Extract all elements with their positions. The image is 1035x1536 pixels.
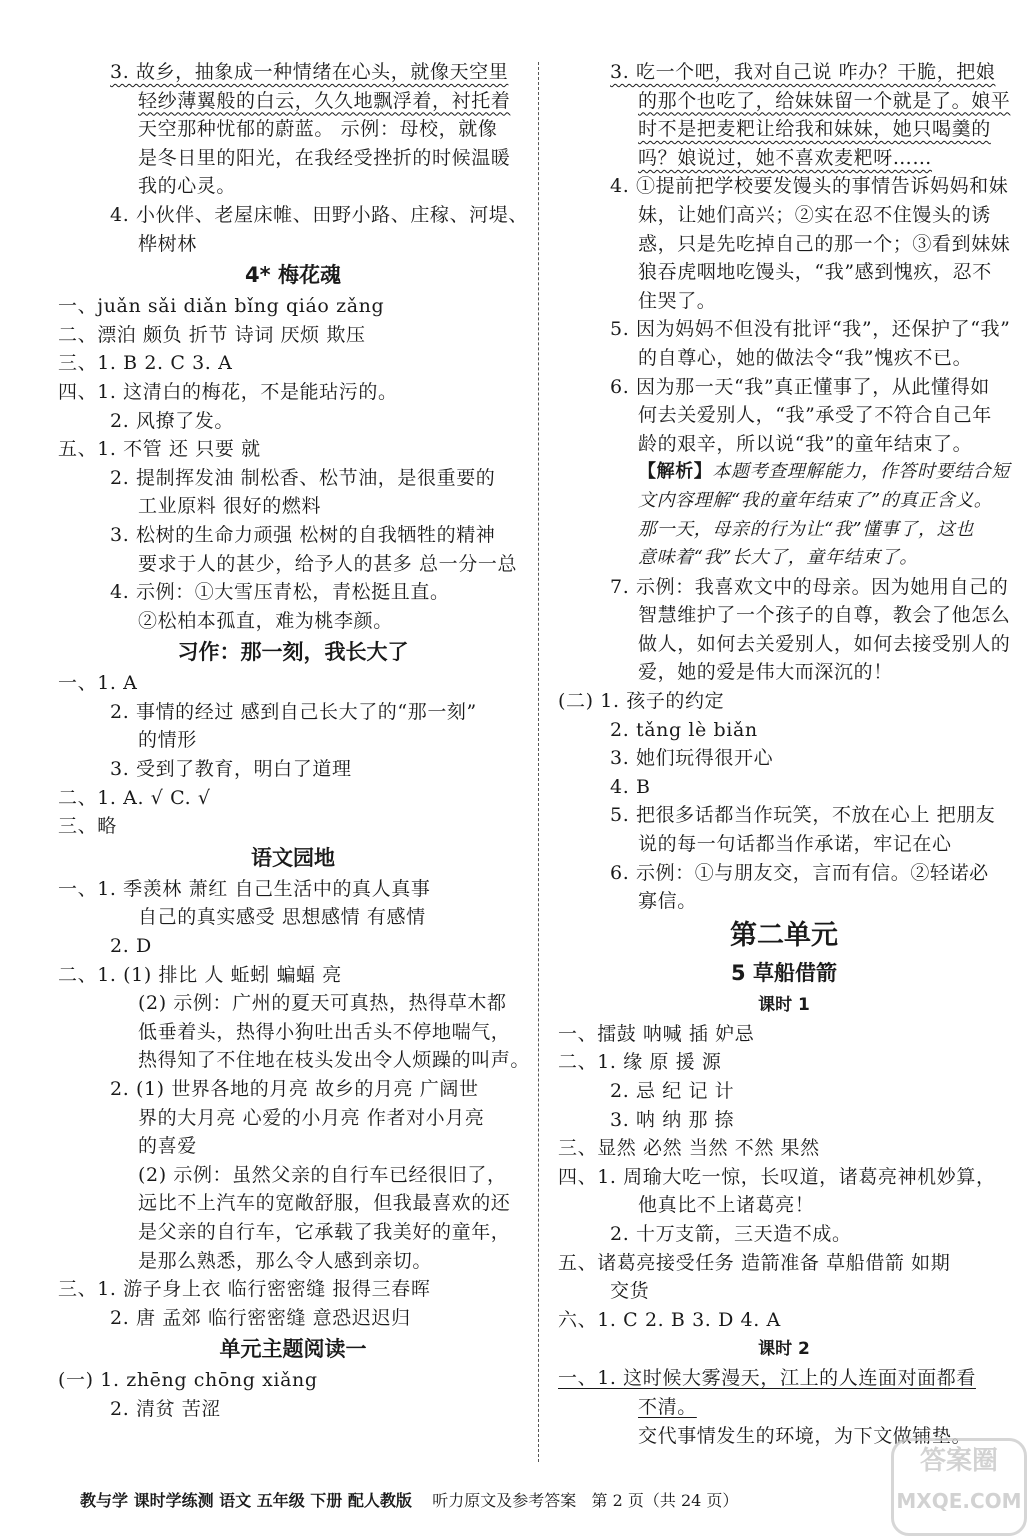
answer-line: 爱，她的爱是伟大而深沉的！ <box>638 661 893 684</box>
answer-line: 他真比不上诸葛亮！ <box>638 1194 815 1217</box>
answer-line: 二、1. A. √ C. √ <box>58 786 211 809</box>
answer-line: (2) 示例：虽然父亲的自行车已经很旧了， <box>138 1163 507 1186</box>
column-divider <box>538 62 539 1462</box>
footer-section: 听力原文及参考答案 <box>432 1491 577 1510</box>
answer-line: 2. 唐 孟郊 临行密密缝 意恐迟迟归 <box>110 1306 411 1329</box>
answer-line: 【解析】本题考查理解能力，作答时要结合短 <box>638 461 1011 483</box>
answer-line: 6. 示例：①与朋友交，言而有信。②轻诺必 <box>610 861 989 884</box>
section-heading: 课时 2 <box>758 1339 810 1360</box>
answer-line: 妹，让她们高兴；②实在忍不住馒头的诱 <box>638 203 991 226</box>
answer-line: 做人，如何去关爱别人，如何去接受别人的 <box>638 632 1011 655</box>
answer-line: 狼吞虎咽地吃馒头，“我”感到愧疚，忍不 <box>638 261 992 284</box>
answer-line: 何去关爱别人，“我”承受了不符合自己年 <box>638 404 992 427</box>
answer-line: 的情形 <box>138 729 197 752</box>
watermark-text: 答案圈 <box>919 1446 998 1476</box>
answer-line: 3. 故乡，抽象成一种情绪在心头，就像天空里 <box>110 61 509 83</box>
answer-line: (2) 示例：广州的夏天可真热，热得草木都 <box>138 992 507 1015</box>
answer-line: 2. (1) 世界各地的月亮 故乡的月亮 广阔世 <box>110 1078 479 1100</box>
answer-line: 2. D <box>110 935 152 958</box>
answer-line: 是父亲的自行车，它承载了我美好的童年， <box>138 1220 511 1243</box>
answer-line: 轻纱薄翼般的白云，久久地飘浮着，衬托着 <box>138 89 511 112</box>
answer-line: 四、1. 这清白的梅花，不是能玷污的。 <box>58 380 398 403</box>
answer-line: 2. 十万支箭，三天造不成。 <box>610 1222 852 1245</box>
answer-line: 一、1. 季羡林 萧红 自己生活中的真人真事 <box>58 877 431 900</box>
answer-line: ②松柏本孤直，难为桃李颜。 <box>138 609 393 632</box>
watermark-url: MXQE.COM <box>896 1489 1022 1513</box>
answer-line: 2. 事情的经过 感到自己长大了的“那一刻” <box>110 700 477 723</box>
section-heading: 语文园地 <box>251 845 335 870</box>
answer-line: 3. 受到了教育，明白了道理 <box>110 758 352 781</box>
answer-line: 五、1. 不管 还 只要 就 <box>58 438 261 461</box>
answer-line: 远比不上汽车的宽敞舒服，但我最喜欢的还 <box>138 1192 511 1215</box>
answer-line: 住哭了。 <box>638 289 717 312</box>
answer-line: 4. ①提前把学校要发馒头的事情告诉妈妈和妹 <box>610 175 1009 198</box>
answer-line: 交货 <box>610 1280 650 1303</box>
answer-line: 吗？娘说过，她不喜欢麦粑呀…… <box>638 146 933 169</box>
answer-line: 三、略 <box>58 815 117 838</box>
answer-line: 5. 因为妈妈不但没有批评“我”，还保护了“我” <box>610 318 1011 341</box>
answer-line: 低垂着头，热得小狗吐出舌头不停地喘气， <box>138 1020 511 1043</box>
section-heading: 4* 梅花魂 <box>245 263 341 288</box>
section-heading: 单元主题阅读一 <box>219 1337 367 1362</box>
answer-line: 四、1. 周瑜大吃一惊，长叹道，诸葛亮神机妙算， <box>558 1165 996 1188</box>
section-heading: 第二单元 <box>730 919 838 951</box>
answer-line: 4. B <box>610 775 651 798</box>
page-footer <box>80 1484 1020 1518</box>
section-heading: 5 草船借箭 <box>731 960 837 985</box>
answer-line: 交代事情发生的环境，为下文做铺垫。 <box>638 1424 972 1447</box>
answer-line: 2. 清贫 苦涩 <box>110 1397 222 1420</box>
answer-line: 惑，只是先吃掉自己的那一个；③看到妹妹 <box>638 232 1011 255</box>
answer-line: 界的大月亮 心爱的小月亮 作者对小月亮 <box>138 1106 485 1129</box>
answer-line: 工业原料 很好的燃料 <box>138 495 322 518</box>
answer-line: 时不是把麦粑让给我和妹妹，她只喝羹的 <box>638 118 991 141</box>
answer-line: 智慧维护了一个孩子的自尊，教会了他怎么 <box>638 604 1011 627</box>
answer-line: (一) 1. zhēng chōng xiǎng <box>58 1369 318 1392</box>
answer-line: 3. 呐 纳 那 捺 <box>610 1108 735 1131</box>
answer-line: 五、诸葛亮接受任务 造箭准备 草船借箭 如期 <box>558 1251 951 1274</box>
answer-line: 不清。 <box>638 1395 697 1418</box>
answer-line: 5. 把很多话都当作玩笑，不放在心上 把朋友 <box>610 804 996 827</box>
answer-line: 7. 示例：我喜欢文中的母亲。因为她用自己的 <box>610 575 1009 598</box>
answer-line: 龄的艰辛，所以说“我”的童年结束了。 <box>638 432 973 455</box>
answer-line: 六、1. C 2. B 3. D 4. A <box>558 1308 781 1331</box>
answer-line: 热得知了不住地在枝头发出令人烦躁的叫声。 <box>138 1049 531 1072</box>
left-column <box>58 58 531 1424</box>
answer-line: 自己的真实感受 思想感情 有感情 <box>138 906 426 929</box>
answer-line: 意味着“我”长大了，童年结束了。 <box>638 547 919 569</box>
answer-line: 3. 她们玩得很开心 <box>610 747 774 770</box>
answer-line: 一、1. 这时候大雾漫天，江上的人连面对面都看 <box>558 1367 976 1390</box>
answer-line: 二、1. (1) 排比 人 蚯蚓 蝙蝠 亮 <box>58 963 342 986</box>
answer-line: (二) 1. 孩子的约定 <box>558 690 725 713</box>
watermark-logo <box>891 1438 1027 1536</box>
footer-book-title: 教与学 课时学练测 语文 五年级 下册 配人教版 <box>80 1491 412 1510</box>
answer-line: 6. 因为那一天“我”真正懂事了，从此懂得如 <box>610 375 990 398</box>
footer-page-number: 第 2 页（共 24 页） <box>591 1491 739 1510</box>
answer-line: 的喜爱 <box>138 1135 197 1158</box>
answer-line: 天空那种忧郁的蔚蓝。 示例：母校，就像 <box>138 118 498 141</box>
answer-line: 的那个也吃了，给妹妹留一个就是了。娘平 <box>638 89 1011 112</box>
answer-line: 桦树林 <box>138 232 197 255</box>
answer-line: 一、juǎn sǎi diǎn bǐng qiáo zǎng <box>58 295 385 318</box>
answer-line: 三、1. B 2. C 3. A <box>58 352 233 375</box>
answer-line: 要求于人的甚少，给予人的甚多 总一分一总 <box>138 552 518 575</box>
answer-line: 4. 示例：①大雪压青松，青松挺且直。 <box>110 581 450 604</box>
section-heading: 课时 1 <box>758 994 810 1015</box>
answer-line: 说的每一句话都当作承诺，牢记在心 <box>638 833 952 856</box>
analysis-tag: 【解析】 <box>638 461 713 483</box>
answer-line: 4. 小伙伴、老屋床帷、田野小路、庄稼、河堤、 <box>110 203 528 226</box>
answer-line: 是冬日里的阳光，在我经受挫折的时候温暖 <box>138 146 511 169</box>
answer-line: 3. 松树的生命力顽强 松树的自我牺牲的精神 <box>110 523 496 546</box>
answer-line: 2. 风撩了发。 <box>110 409 234 432</box>
answer-line: 文内容理解“我的童年结束了”的真正含义。 <box>638 489 993 511</box>
answer-line: 三、显然 必然 当然 不然 果然 <box>558 1137 820 1160</box>
answer-line: 寡信。 <box>638 890 697 913</box>
answer-line: 3. 吃一个吧，我对自己说 咋办？干脆，把娘 <box>610 61 996 83</box>
answer-line: 是那么熟悉，那么令人感到亲切。 <box>138 1249 433 1272</box>
answer-line: 我的心灵。 <box>138 175 237 198</box>
answer-line: 2. tǎng lè biǎn <box>610 718 758 741</box>
answer-line: 二、1. 缘 原 援 源 <box>558 1051 722 1074</box>
answer-line: 那一天，母亲的行为让“我”懂事了，这也 <box>638 518 974 540</box>
answer-line: 一、擂鼓 呐喊 插 妒忌 <box>558 1022 755 1045</box>
answer-line: 2. 忌 纪 记 计 <box>610 1080 735 1102</box>
answer-line: 一、1. A <box>58 672 138 695</box>
right-column <box>558 58 1010 1450</box>
answer-line: 三、1. 游子身上衣 临行密密缝 报得三春晖 <box>58 1278 431 1301</box>
answer-line: 的自尊心，她的做法令“我”愧疚不已。 <box>638 346 973 369</box>
answer-line: 二、漂泊 颇负 折节 诗词 厌烦 欺压 <box>58 323 366 346</box>
answer-line: 2. 提制挥发油 制松香、松节油，是很重要的 <box>110 466 496 489</box>
section-heading: 习作：那一刻，我长大了 <box>177 640 409 665</box>
